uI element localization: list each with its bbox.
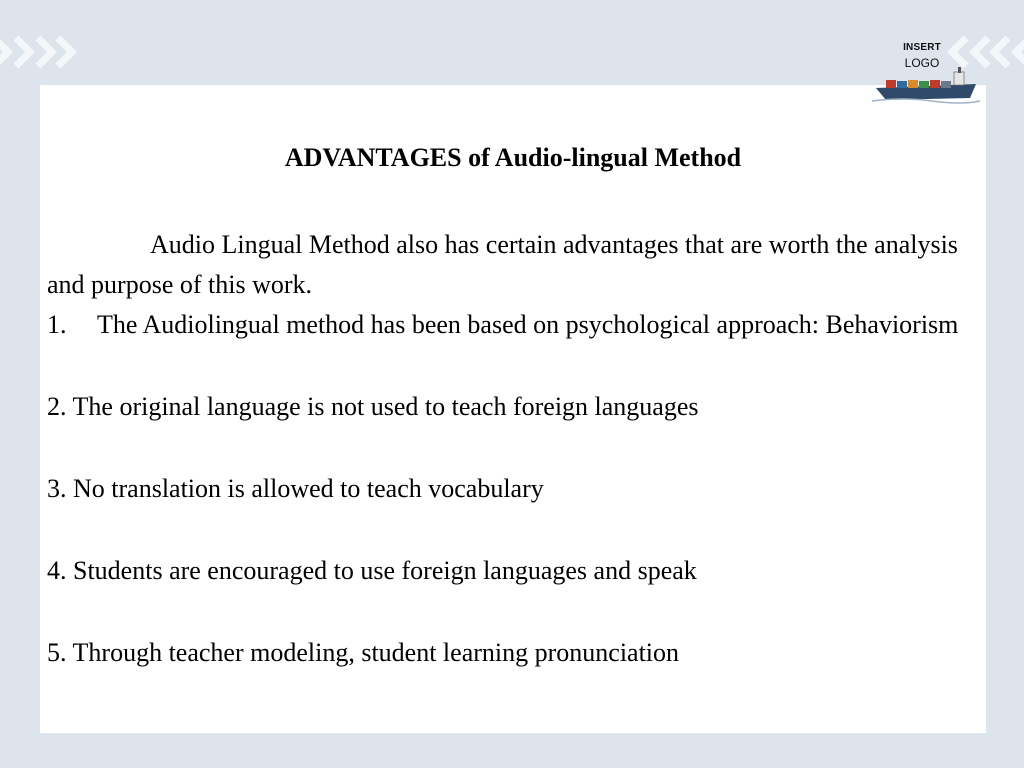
slide-title: ADVANTAGES of Audio-lingual Method: [284, 143, 742, 172]
list-item-number: 1.: [47, 310, 67, 339]
list-item: 3. No translation is allowed to teach vocabulary: [47, 474, 544, 503]
list-item-text: The Audiolingual method has been based on psychological approach: Behaviorism: [97, 310, 959, 339]
logo-logo-text: LOGO: [904, 56, 940, 70]
cargo-ship-icon: [872, 64, 980, 104]
list-item: 5. Through teacher modeling, student learning pronunciation: [47, 638, 680, 667]
intro-paragraph: Audio Lingual Method also has certain advantages that are worth the analysis and purpose of this work.: [47, 230, 958, 299]
list-item: 4. Students are encouraged to use foreign languages and speak: [47, 556, 697, 585]
list-item: 2. The original language is not used to teach foreign languages: [47, 392, 699, 421]
list-item: [47, 305, 977, 345]
slide-body: [47, 225, 977, 673]
logo-insert-text: INSERT: [903, 42, 941, 53]
chevron-right-decoration-icon: [0, 32, 80, 72]
